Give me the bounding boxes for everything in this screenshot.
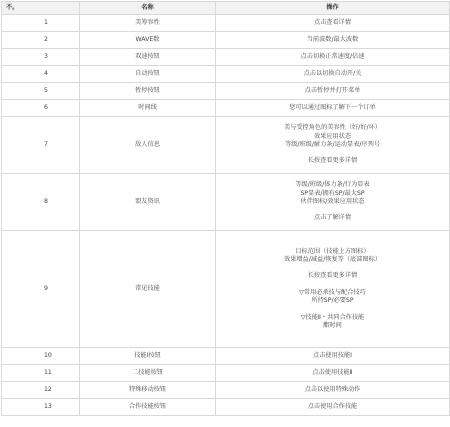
operation-line: 所持SP/必要SP <box>311 297 354 305</box>
table-row <box>2 66 450 83</box>
operation-line <box>219 306 446 314</box>
row-operation <box>216 83 450 100</box>
row-name: 盟友资讯 <box>80 174 216 231</box>
operation-line: ▽常用必杀技与配合技巧 <box>299 289 366 296</box>
row-name: 美筹容性 <box>80 15 216 32</box>
operation-line: 点击使用合作技能 <box>307 402 358 410</box>
operations-table <box>1 1 450 416</box>
row-number: 11 <box>2 365 80 382</box>
row-number: 6 <box>2 100 80 117</box>
row-number: 10 <box>2 348 80 365</box>
table-row <box>2 100 450 117</box>
row-name: 双速按钮 <box>80 49 216 66</box>
row-name: 敌人信息 <box>80 117 216 174</box>
row-operation <box>216 117 450 174</box>
header-operation: 操作 <box>216 2 450 15</box>
row-number: 8 <box>2 174 80 231</box>
operation-line: 等级/班级/体力条/行为显表 <box>295 181 370 189</box>
operation-line: SP显表/拥有SP/最大SP <box>300 189 365 197</box>
table-row <box>2 399 450 416</box>
operation-line: 目标范围（技能上方图标） <box>295 247 370 255</box>
operation-line: 点击以切换自动开/关 <box>303 69 362 77</box>
row-operation <box>216 66 450 83</box>
operation-line: 点击使用技能Ⅰ <box>313 351 352 359</box>
row-operation <box>216 348 450 365</box>
table-row <box>2 231 450 348</box>
row-operation <box>216 100 450 117</box>
row-operation <box>216 174 450 231</box>
table-row <box>2 348 450 365</box>
table-row <box>2 174 450 231</box>
row-operation <box>216 365 450 382</box>
row-operation <box>216 399 450 416</box>
operation-line: 您可以通过图标了解下一个订单 <box>289 103 376 111</box>
row-name: 技能Ⅰ按钮 <box>80 348 216 365</box>
operation-line: 点击暂停并打开菜单 <box>304 86 361 94</box>
row-number: 13 <box>2 399 80 416</box>
row-operation <box>216 382 450 399</box>
operation-line: 点击查看详情 <box>313 18 352 26</box>
row-operation <box>216 49 450 66</box>
row-number: 2 <box>2 32 80 49</box>
row-name: 合作技能按钮 <box>80 399 216 416</box>
operation-line <box>219 281 446 289</box>
row-operation <box>216 231 450 348</box>
row-number: 7 <box>2 117 80 174</box>
operation-line: 酯时间 <box>323 322 342 330</box>
table-row <box>2 83 450 100</box>
row-name: 常见技能 <box>80 231 216 348</box>
row-name: 二技能按钮 <box>80 365 216 382</box>
table-row <box>2 32 450 49</box>
operation-line: 伙伴图标/效果应用状态 <box>300 197 365 205</box>
operation-line: 长按查看更多详情 <box>307 157 358 165</box>
operation-line: 点击切换正常速度/倍速 <box>300 52 365 60</box>
header-number: 不。 <box>2 2 80 15</box>
table-row <box>2 365 450 382</box>
table-row <box>2 49 450 66</box>
row-name: 自动按钮 <box>80 66 216 83</box>
operation-line: 效果增益/减益/恢复等（底部图标） <box>284 255 381 263</box>
operation-line: 点击使用技能Ⅱ <box>312 368 353 376</box>
table-body <box>2 15 450 416</box>
row-operation <box>216 15 450 32</box>
operation-line: 点击了解详情 <box>313 214 352 222</box>
operation-line: ▽技能Ⅱ・共同合作技能 <box>300 313 365 321</box>
row-name: 特殊移动按钮 <box>80 382 216 399</box>
operation-line: 等级/班级/耐力条/运动显表/序列号 <box>285 140 380 148</box>
table-header <box>2 2 450 15</box>
row-number: 4 <box>2 66 80 83</box>
operation-line: 当前波数/最大波数 <box>306 35 359 43</box>
table-row <box>2 382 450 399</box>
table-row <box>2 15 450 32</box>
row-number: 5 <box>2 83 80 100</box>
operation-line: 美与受控角色的美容性（好/好/坏） <box>284 124 381 132</box>
table-row <box>2 117 450 174</box>
row-number: 12 <box>2 382 80 399</box>
row-operation <box>216 32 450 49</box>
row-name: WAVE数 <box>80 32 216 49</box>
header-row <box>2 2 450 15</box>
operation-line: 点击以使用特殊动作 <box>304 385 361 393</box>
row-number: 3 <box>2 49 80 66</box>
operation-line: 效果应用状态 <box>313 132 352 140</box>
operation-line: 长按查看更多详情 <box>307 272 358 280</box>
row-name: 时间线 <box>80 100 216 117</box>
row-name: 暂停按钮 <box>80 83 216 100</box>
row-number: 9 <box>2 231 80 348</box>
header-name: 名称 <box>80 2 216 15</box>
row-number: 1 <box>2 15 80 32</box>
